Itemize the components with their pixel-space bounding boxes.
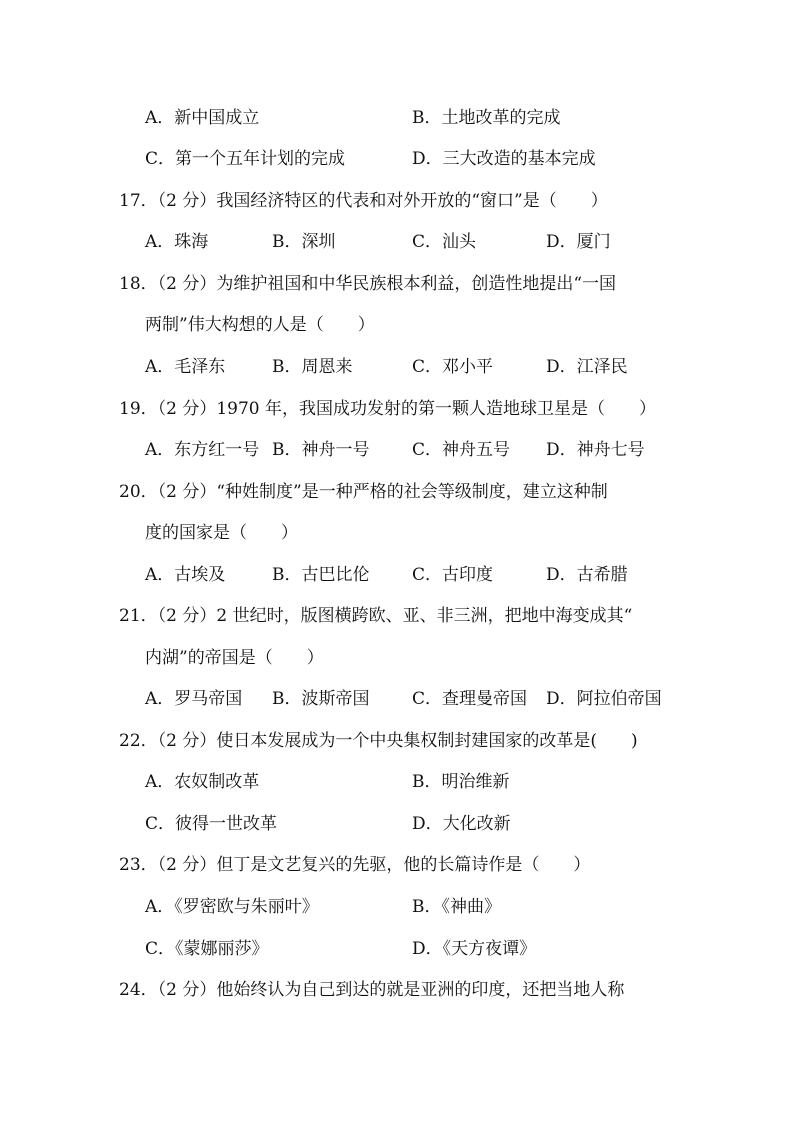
q16-option-b: B．土地改革的完成 [412,108,561,128]
q21-option-b: B．波斯帝国 [272,689,370,709]
q18-option-a: A．毛泽东 [145,357,226,377]
q20-option-b: B．古巴比伦 [272,565,370,585]
q23-option-a: A．《罗密欧与朱丽叶》 [145,897,319,917]
q19-option-b: B．神舟一号 [272,440,370,460]
q16-option-c: C．第一个五年计划的完成 [145,149,346,169]
q16-option-a: A．新中国成立 [145,108,260,128]
q21-option-c: C．查理曼帝国 [412,689,528,709]
q17-option-a: A．珠海 [145,232,209,252]
q22-option-d: D．大化改新 [412,814,511,834]
q20-option-a: A．古埃及 [145,565,226,585]
q20-stem-line1: 20．（2 分）“种姓制度”是一种严格的社会等级制度，建立这种制 [119,482,608,502]
q21-option-d: D．阿拉伯帝国 [546,689,662,709]
q18-option-d: D．江泽民 [546,357,628,377]
q19-option-c: C．神舟五号 [412,440,511,460]
q20-option-d: D．古希腊 [546,565,628,585]
q22-option-a: A．农奴制改革 [145,772,260,792]
q16-option-d: D．三大改造的基本完成 [412,149,596,169]
q17-stem: 17．（2 分）我国经济特区的代表和对外开放的“窗口”是（ ） [119,191,608,211]
q20-option-c: C．古印度 [412,565,494,585]
q18-stem-line2: 两制”伟大构想的人是（ ） [145,315,375,335]
q21-option-a: A．罗马帝国 [145,689,243,709]
q17-option-c: C．汕头 [412,232,477,252]
q20-stem-line2: 度的国家是（ ） [145,523,298,543]
q23-option-d: D．《天方夜谭》 [412,939,537,959]
q21-stem-line2: 内湖”的帝国是（ ） [145,648,324,668]
q19-option-d: D．神舟七号 [546,440,645,460]
q22-option-c: C．彼得一世改革 [145,814,278,834]
q18-option-c: C．邓小平 [412,357,494,377]
q18-stem-line1: 18．（2 分）为维护祖国和中华民族根本利益，创造性地提出“一国 [119,274,617,294]
q18-option-b: B．周恩来 [272,357,353,377]
q17-option-b: B．深圳 [272,232,336,252]
q17-option-d: D．厦门 [546,232,611,252]
q19-stem: 19．（2 分）1970 年，我国成功发射的第一颗人造地球卫星是（ ） [119,399,657,419]
q22-stem: 22．（2 分）使日本发展成为一个中央集权制封建国家的改革是( ) [119,731,638,751]
q23-option-c: C．《蒙娜丽莎》 [145,939,269,959]
q24-stem: 24．（2 分）他始终认为自己到达的就是亚洲的印度，还把当地人称 [119,980,625,1000]
q19-option-a: A．东方红一号 [145,440,260,460]
q23-option-b: B．《神曲》 [412,897,501,917]
q21-stem-line1: 21．（2 分）2 世纪时，版图横跨欧、亚、非三洲，把地中海变成其“ [119,606,633,626]
q22-option-b: B．明治维新 [412,772,510,792]
q23-stem: 23．（2 分）但丁是文艺复兴的先驱，他的长篇诗作是（ ） [119,855,591,875]
